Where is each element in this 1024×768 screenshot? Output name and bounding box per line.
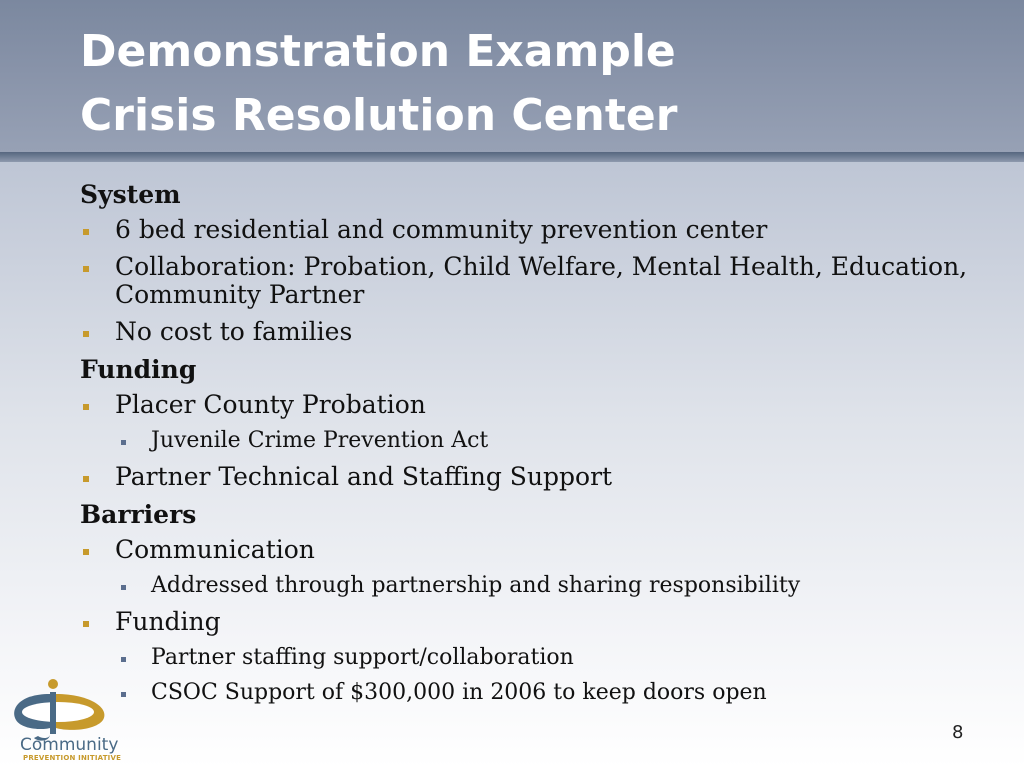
sub-bullet-item: Juvenile Crime Prevention Act [80, 428, 980, 454]
logo-name: Community [20, 735, 119, 755]
bullet-item: Funding [80, 608, 980, 636]
logo-tagline: PREVENTION INITIATIVE [23, 754, 122, 762]
slide-title-line-2: Crisis Resolution Center [80, 90, 678, 141]
bullet-item: Placer County Probation [80, 391, 980, 419]
section-heading-funding: Funding [80, 355, 197, 384]
bullet-item: Partner Technical and Staffing Support [80, 463, 980, 491]
section-heading-system: System [80, 180, 181, 209]
bullet-item: No cost to families [80, 318, 980, 346]
sub-bullet-item: CSOC Support of $300,000 in 2006 to keep doors open [80, 680, 980, 706]
slide-body [80, 180, 980, 715]
bullet-item: 6 bed residential and community prevention center [80, 216, 980, 244]
bullet-item: Collaboration: Probation, Child Welfare, Mental Health, Education, Community Partner [80, 253, 980, 309]
sub-bullet-item: Addressed through partnership and sharing responsibility [80, 573, 980, 599]
page-number: 8 [952, 722, 964, 743]
title-divider [0, 152, 1024, 162]
section-heading-barriers: Barriers [80, 500, 197, 529]
sub-bullet-item: Partner staffing support/collaboration [80, 645, 980, 671]
bullet-item: Communication [80, 536, 980, 564]
slide-title-line-1: Demonstration Example [80, 26, 676, 77]
slide-title [80, 20, 677, 148]
